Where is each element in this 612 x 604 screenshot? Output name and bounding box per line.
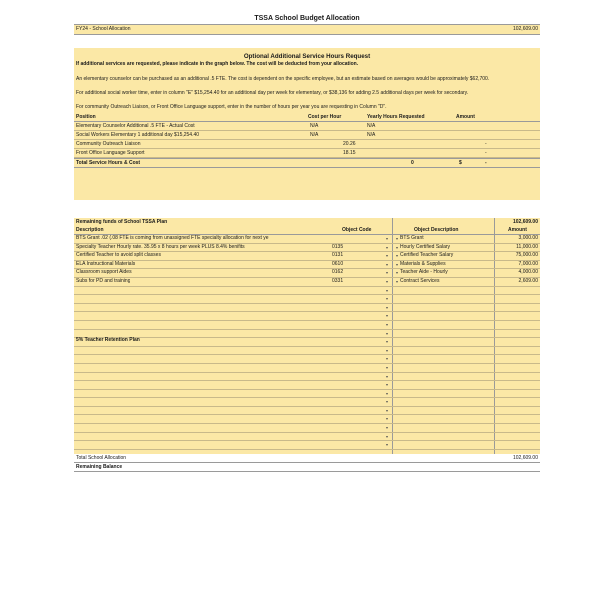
dropdown-caret-icon[interactable]: ▾: [386, 236, 389, 241]
dropdown-caret-icon[interactable]: ▾: [386, 296, 389, 302]
dropdown-caret-icon[interactable]: ▾: [386, 253, 389, 259]
dropdown-caret-icon[interactable]: ▾: [396, 236, 399, 241]
plan-row-amount: 3,000.00: [518, 235, 538, 241]
dropdown-caret-icon[interactable]: ▾: [386, 347, 389, 353]
total-allocation-label: Total School Allocation: [76, 455, 127, 461]
optional-services-section: [74, 48, 540, 200]
plan-row[interactable]: [74, 347, 540, 356]
col-position: Position: [76, 114, 96, 120]
col-amount: Amount: [456, 114, 475, 120]
service-row[interactable]: Elementary Counselor Additional .5 FTE - Actual Cost N/A N/A: [74, 122, 540, 131]
total-hours: 0: [411, 160, 414, 166]
plan-row[interactable]: [74, 433, 540, 442]
plan-row[interactable]: [74, 390, 540, 399]
plan-row[interactable]: [74, 252, 540, 261]
plan-row[interactable]: [74, 373, 540, 382]
remaining-funds-value: 102,609.00: [512, 219, 538, 225]
plan-row-object-code: 0135: [332, 243, 344, 250]
counselor-note: An elementary counselor can be purchased as an additional .5 FTE. The cost is dependent on the specific employee, but an estimate based on averages would be approximately $62,700.: [76, 76, 490, 82]
plan-row[interactable]: [74, 424, 540, 433]
allocation-label: FY24 - School Allocation: [76, 26, 131, 32]
plan-row-object-description: Certified Teacher Salary: [400, 252, 454, 259]
plan-row[interactable]: [74, 261, 540, 270]
service-row[interactable]: Front Office Language Support 18.15 -: [74, 149, 540, 158]
dropdown-caret-icon[interactable]: ▾: [386, 382, 389, 388]
budget-sheet: [74, 14, 540, 472]
dropdown-caret-icon[interactable]: ▾: [386, 244, 389, 250]
optional-instruction: If additional services are requested, please indicate in the graph below. The cost will be deducted from your allocation.: [76, 61, 359, 67]
plan-row[interactable]: [74, 398, 540, 407]
total-label: Total Service Hours & Cost: [76, 160, 141, 166]
remaining-funds-label: Remaining funds of School TSSA Plan: [76, 219, 168, 225]
plan-row-object-code: 0610: [332, 260, 344, 267]
plan-row[interactable]: [74, 330, 540, 339]
service-row[interactable]: Community Outreach Liaison 20.26 -: [74, 140, 540, 149]
optional-section-title: Optional Additional Service Hours Request: [243, 53, 371, 60]
plan-row-object-description: Hourly Certified Salary: [400, 243, 451, 250]
col-object-code: Object Code: [342, 227, 372, 233]
dropdown-caret-icon[interactable]: ▾: [386, 390, 389, 396]
dropdown-caret-icon[interactable]: ▾: [386, 287, 389, 293]
plan-row[interactable]: [74, 244, 540, 253]
dropdown-caret-icon[interactable]: ▾: [386, 356, 389, 362]
plan-row[interactable]: [74, 312, 540, 321]
plan-row-description: Subs for PD and training: [76, 277, 131, 284]
allocation-value: 102,609.00: [512, 26, 538, 32]
plan-row-amount: 2,609.00: [518, 277, 538, 284]
col-cost-per-hour: Cost per Hour: [308, 114, 342, 120]
outreach-note: For community Outreach Liaison, or Front Office Language support, enter in the number of hours per year you are requesting in Column "D".: [76, 104, 387, 110]
total-currency: $: [459, 160, 462, 166]
plan-row[interactable]: [74, 364, 540, 373]
plan-row[interactable]: [74, 295, 540, 304]
dropdown-caret-icon[interactable]: ▾: [386, 425, 389, 431]
plan-row-amount: 4,000.00: [518, 269, 538, 276]
retention-plan-label: 5% Teacher Retention Plan: [76, 337, 140, 343]
dropdown-caret-icon[interactable]: ▾: [386, 399, 389, 405]
plan-row-object-description: Teacher Aide - Hourly: [400, 269, 448, 276]
dropdown-caret-icon[interactable]: ▾: [386, 407, 389, 413]
dropdown-caret-icon[interactable]: ▾: [386, 270, 389, 276]
dropdown-caret-icon[interactable]: ▾: [396, 261, 399, 267]
social-worker-note: For additional social worker time, enter in column "E" $15,254.40 for an additional day per week for elementary, or $38,136 for adding 2.5 additional days per week for secondary.: [76, 90, 469, 96]
dropdown-caret-icon[interactable]: ▾: [386, 261, 389, 267]
dropdown-caret-icon[interactable]: ▾: [396, 244, 399, 250]
col-description: Description: [76, 227, 104, 233]
col-amount: Amount: [508, 227, 527, 233]
dropdown-caret-icon[interactable]: ▾: [386, 364, 389, 370]
plan-row-object-code: 0331: [332, 277, 344, 284]
remaining-balance-label: Remaining Balance: [76, 464, 123, 470]
remaining-funds-row: [74, 218, 540, 226]
dropdown-caret-icon[interactable]: ▾: [386, 278, 389, 284]
plan-row[interactable]: [74, 338, 540, 347]
total-amount: -: [485, 160, 487, 166]
dropdown-caret-icon[interactable]: ▾: [386, 330, 389, 336]
plan-row-object-code: 0162: [332, 269, 344, 276]
plan-table-header: [74, 226, 540, 235]
plan-row[interactable]: [74, 321, 540, 330]
dropdown-caret-icon[interactable]: ▾: [386, 442, 389, 448]
col-object-description: Object Description: [414, 227, 459, 233]
dropdown-caret-icon[interactable]: ▾: [396, 270, 399, 276]
plan-row[interactable]: [74, 235, 540, 244]
total-allocation-value: 102,609.00: [512, 455, 538, 461]
dropdown-caret-icon[interactable]: ▾: [396, 253, 399, 259]
school-allocation-row: [74, 25, 540, 35]
plan-row-description: Certified Teacher to avoid split classes: [76, 252, 161, 259]
dropdown-caret-icon[interactable]: ▾: [396, 278, 399, 284]
plan-row[interactable]: [74, 304, 540, 313]
plan-row-description: BTS Grant .02 (.08 FTE is coming from unassigned FTE specialty allocation for next ye: [76, 235, 269, 241]
dropdown-caret-icon[interactable]: ▾: [386, 416, 389, 422]
dropdown-caret-icon[interactable]: ▾: [386, 373, 389, 379]
remaining-balance-row: [74, 463, 540, 472]
tssa-plan-section: [74, 218, 540, 454]
plan-row[interactable]: [74, 287, 540, 296]
plan-row[interactable]: [74, 415, 540, 424]
dropdown-caret-icon[interactable]: ▾: [386, 304, 389, 310]
plan-row-object-code: 0131: [332, 252, 344, 259]
col-yearly-hours: Yearly Hours Requested: [367, 114, 425, 120]
total-allocation-row: [74, 454, 540, 463]
plan-row-object-description: Contract Services: [400, 277, 440, 284]
plan-row-object-description: BTS Grant: [400, 235, 424, 241]
plan-row-description: ELA Instructional Materials: [76, 260, 136, 267]
service-total-row: [74, 158, 540, 168]
plan-row[interactable]: [74, 381, 540, 390]
plan-row-amount: 11,000.00: [516, 243, 538, 250]
plan-row-amount: 75,000.00: [515, 252, 538, 259]
plan-row[interactable]: [74, 269, 540, 278]
plan-rows: [74, 235, 540, 450]
service-row[interactable]: Social Workers Elementary 1 additional day $15,254.40 N/A N/A: [74, 131, 540, 140]
dropdown-caret-icon[interactable]: ▾: [386, 433, 389, 439]
dropdown-caret-icon[interactable]: ▾: [386, 339, 389, 345]
plan-row-description: Specialty Teacher Hourly rate. 35.95 x 8 hours per week PLUS 8.4% benifits: [76, 243, 245, 250]
plan-row[interactable]: [74, 355, 540, 364]
plan-row-object-description: Materials & Supplies: [400, 260, 446, 267]
dropdown-caret-icon[interactable]: ▾: [386, 313, 389, 319]
plan-row[interactable]: [74, 278, 540, 287]
plan-row[interactable]: [74, 441, 540, 450]
service-table-header: [74, 113, 540, 122]
dropdown-caret-icon[interactable]: ▾: [386, 321, 389, 327]
plan-row-description: Classroom support Aides: [76, 269, 132, 276]
plan-row[interactable]: [74, 407, 540, 416]
sheet-title: TSSA School Budget Allocation: [74, 14, 540, 25]
plan-row-amount: 7,000.00: [518, 260, 538, 267]
